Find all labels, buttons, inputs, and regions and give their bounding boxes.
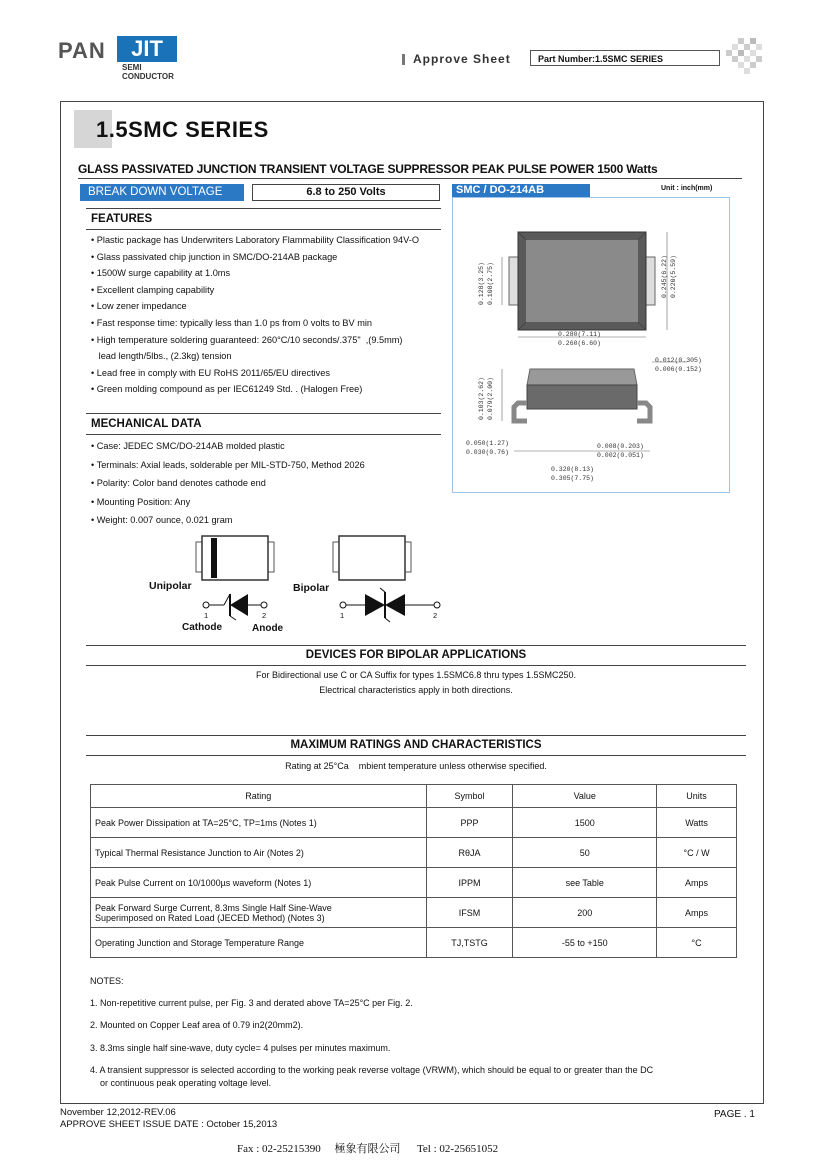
page-subtitle: GLASS PASSIVATED JUNCTION TRANSIENT VOLTAGE SUPPRESSOR PEAK PULSE POWER 1500 Watts (78, 162, 658, 176)
unipolar-label: Unipolar (149, 580, 192, 592)
units-cell: °C (657, 928, 737, 958)
package-unit-label: Unit : inch(mm) (661, 185, 713, 192)
ratings-heading: MAXIMUM RATINGS AND CHARACTERISTICS (290, 739, 542, 751)
feature-item: • Fast response time: typically less than 1.0 ps from 0 volts to BV min (91, 317, 372, 328)
footer-fax-tel: Fax : 02-25215390 極象有限公司 Tel : 02-25651052 (237, 1143, 499, 1155)
feature-item: lead length/5lbs., (2.3kg) tension (91, 351, 232, 362)
mechanical-item: • Weight: 0.007 ounce, 0.021 gram (91, 515, 233, 525)
units-cell: Amps (657, 868, 737, 898)
value-cell: -55 to +150 (513, 928, 657, 958)
footer-page-number: PAGE . 1 (714, 1109, 755, 1120)
note-item: or continuous peak operating voltage level. (90, 1078, 272, 1088)
feature-item: • Glass passivated chip junction in SMC/DO-214AB package (91, 251, 338, 262)
dim-top-right-b: 0.220(5.59) (670, 255, 677, 298)
approve-sheet-label: Approve Sheet (413, 52, 511, 66)
dim-standoff-b: 0.002(0.051) (597, 452, 644, 459)
units-cell: °C / W (657, 838, 737, 868)
note-item: 3. 8.3ms single half sine-wave, duty cycle= 4 pulses per minutes maximum. (90, 1043, 391, 1053)
mechanical-list (91, 437, 365, 530)
bipolar-pin1 (340, 602, 346, 608)
mechanical-item: • Mounting Position: Any (91, 496, 191, 507)
footer-revision: November 12,2012-REV.06 (60, 1107, 176, 1118)
table-row (91, 808, 737, 838)
side-view-lead-left (514, 403, 527, 421)
unipolar-pin2-label: 2 (262, 611, 267, 620)
checker-pattern-decoration (726, 38, 762, 78)
value-cell: see Table (513, 868, 657, 898)
unipolar-pin1-label: 1 (204, 611, 209, 620)
bipolar-line2: Electrical characteristics apply in both directions. (319, 685, 513, 695)
dim-standoff-a: 0.008(0.203) (597, 443, 644, 450)
cathode-label: Cathode (182, 622, 222, 633)
unipolar-pin1 (203, 602, 209, 608)
table-header-row (91, 785, 737, 808)
bipolar-pin1-label: 1 (340, 611, 345, 620)
package-name-tab: SMC / DO-214AB (452, 184, 590, 197)
value-cell: 1500 (513, 808, 657, 838)
symbol-cell: TJ,TSTG (426, 928, 513, 958)
rating-cell: Peak Forward Surge Current, 8.3ms Single Half Sine-Wave Superimposed on Rated Load (JECED Method) (Notes 3) (91, 898, 427, 928)
feature-item: • Lead free in comply with EU RoHS 2011/65/EU directives (91, 367, 330, 378)
table-row (91, 928, 737, 958)
value-cell: 200 (513, 898, 657, 928)
bipolar-rule-top (86, 645, 746, 646)
note-item: 1. Non-repetitive current pulse, per Fig. 3 and derated above TA=25°C per Fig. 2. (90, 998, 413, 1008)
symbol-cell: RθJA (426, 838, 513, 868)
logo-jit-badge: JIT (117, 36, 177, 62)
table-row (91, 898, 737, 928)
footer-issue-date: APPROVE SHEET ISSUE DATE : October 15,2013 (60, 1119, 278, 1130)
notes-heading: NOTES: (90, 976, 124, 986)
bipolar-rule-bottom (86, 665, 746, 666)
rating-cell: Typical Thermal Resistance Junction to Air (Notes 2) (91, 838, 427, 868)
ratings-note: Rating at 25°Ca mbient temperature unless otherwise specified. (285, 761, 547, 771)
bipolar-pin2 (434, 602, 440, 608)
mechanical-rule-top (86, 413, 441, 414)
dim-lead-thickness-b: 0.006(0.152) (655, 366, 702, 373)
side-view-body (527, 385, 637, 409)
feature-item: • Low zener impedance (91, 301, 187, 312)
mechanical-item: • Terminals: Axial leads, solderable per MIL-STD-750, Method 2026 (91, 459, 365, 470)
bipolar-diode-right (385, 594, 405, 616)
rating-cell: Peak Pulse Current on 10/1000µs waveform (Notes 1) (91, 868, 427, 898)
logo-pan-text: PAN (58, 38, 106, 63)
mechanical-item: • Polarity: Color band denotes cathode end (91, 478, 266, 488)
note-item: 4. A transient suppressor is selected according to the working peak reverse voltage (VRWM), which should be equal to or greater than the DC (90, 1065, 654, 1075)
approve-sheet-marker (402, 54, 405, 65)
column-header: Rating (91, 785, 427, 808)
dim-total-width-a: 0.320(8.13) (551, 466, 594, 473)
breakdown-voltage-value: 6.8 to 250 Volts (252, 184, 440, 201)
logo-subtitle (122, 63, 174, 81)
logo-sub-line2: CONDUCTOR (122, 72, 174, 81)
part-number-box: Part Number:1.5SMC SERIES (530, 50, 720, 66)
column-header: Value (513, 785, 657, 808)
features-rule-top (86, 208, 441, 209)
mechanical-item: • Case: JEDEC SMC/DO-214AB molded plastic (91, 441, 285, 451)
feature-item: • Green molding compound as per IEC61249 Std. . (Halogen Free) (91, 384, 363, 395)
side-view-lead-right (637, 403, 650, 421)
ratings-rule-bottom (86, 755, 746, 756)
rating-cell: Operating Junction and Storage Temperature Range (91, 928, 427, 958)
dim-lead-length-b: 0.030(0.76) (466, 449, 509, 456)
logo-sub-line1: SEMI (122, 63, 142, 72)
ratings-rule-top (86, 735, 746, 736)
unipolar-diode-symbol (230, 594, 248, 616)
dim-top-width-b: 0.260(6.60) (558, 340, 601, 347)
symbol-cell: IPPM (426, 868, 513, 898)
mechanical-rule-bottom (86, 434, 441, 435)
column-header: Symbol (426, 785, 513, 808)
dim-side-height-a: 0.103(2.62) (478, 377, 485, 420)
page-title: 1.5SMC SERIES (96, 117, 269, 142)
note-item: 2. Mounted on Copper Leaf area of 0.79 in2(20mm2). (90, 1020, 304, 1030)
dim-top-height-a: 0.128(3.25) (478, 262, 485, 305)
feature-item: • 1500W surge capability at 1.0ms (91, 268, 231, 279)
features-heading: FEATURES (91, 213, 153, 225)
units-cell: Amps (657, 898, 737, 928)
table-row (91, 868, 737, 898)
dim-top-height-b: 0.108(2.75) (487, 262, 494, 305)
side-view-top (527, 369, 637, 385)
bipolar-heading: DEVICES FOR BIPOLAR APPLICATIONS (305, 649, 527, 661)
feature-item: • Plastic package has Underwriters Laboratory Flammability Classification 94V-O (91, 235, 419, 245)
bipolar-pin2-label: 2 (433, 611, 438, 620)
dim-lead-thickness-a: 0.012(0.305) (655, 357, 702, 364)
symbol-cell: IFSM (426, 898, 513, 928)
unipolar-pin2 (261, 602, 267, 608)
ratings-table (90, 784, 737, 958)
features-list (91, 232, 419, 398)
dim-side-height-b: 0.079(2.00) (487, 377, 494, 420)
bipolar-body (339, 536, 405, 580)
value-cell: 50 (513, 838, 657, 868)
features-rule-bottom (86, 229, 441, 230)
subtitle-divider (78, 178, 742, 179)
bipolar-line1: For Bidirectional use C or CA Suffix for types 1.5SMC6.8 thru types 1.5SMC250. (256, 670, 576, 680)
bipolar-label: Bipolar (293, 582, 330, 594)
dim-top-right-a: 0.245(6.22) (661, 255, 668, 298)
table-row (91, 838, 737, 868)
symbol-cell: PPP (426, 808, 513, 838)
breakdown-voltage-label: BREAK DOWN VOLTAGE (80, 184, 244, 201)
units-cell: Watts (657, 808, 737, 838)
rating-cell: Peak Power Dissipation at TA=25°C, TP=1ms (Notes 1) (91, 808, 427, 838)
feature-item: • Excellent clamping capability (91, 284, 215, 295)
dim-top-width-a: 0.280(7.11) (558, 331, 601, 338)
cathode-band (211, 538, 217, 578)
feature-item: • High temperature soldering guaranteed: 260°C/10 seconds/.375" ,(9.5mm) (91, 334, 403, 345)
column-header: Units (657, 785, 737, 808)
top-view-face (526, 240, 638, 322)
dim-total-width-b: 0.305(7.75) (551, 475, 594, 482)
mechanical-heading: MECHANICAL DATA (91, 418, 202, 430)
anode-label: Anode (252, 623, 284, 634)
dim-lead-length-a: 0.050(1.27) (466, 440, 509, 447)
bipolar-diode-left (365, 594, 385, 616)
